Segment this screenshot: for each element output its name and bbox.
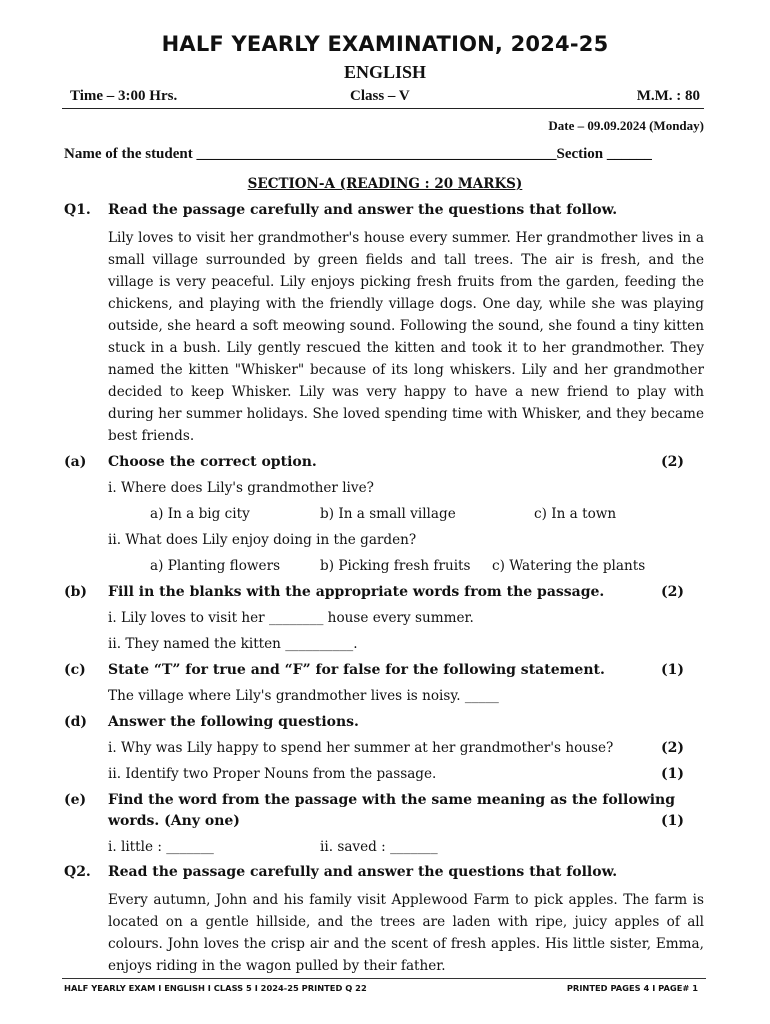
q2-passage: Every autumn, John and his family visit Applewood Farm to pick apples. The farm is located on a gentle hillside, and the trees are laden with ripe, juicy apples of all colours. John loves the crisp air and the scent of fresh apples. His little sister, Emma, enjoys riding in the wagon pulled by their father. <box>108 892 704 974</box>
q2-instruction: Read the passage carefully and answer the questions that follow. <box>108 864 618 880</box>
q1-passage: Lily loves to visit her grandmother's house every summer. Her grandmother lives in a small village surrounded by green fields and tall trees. The air is fresh, and the village is very peaceful. Lily enjoys picking fresh fruits from the garden, feeding the chickens, and playing with the friendly village dogs. One day, while she was playing outside, she heard a soft meowing sound. Following the sound, she found a tiny kitten stuck in a bush. Lily gently rescued the kitten and took it to her grandmother. They named the kitten "Whisker" because of its long whiskers. Lily and her grandmother decided to keep Whisker. Lily was very happy to have a new friend to play with during her summer holidays. She loved spending time with Whisker, and they became best friends. <box>108 230 704 444</box>
subquestion-e-marks: (1) <box>661 813 684 829</box>
q1d-question-ii: ii. Identify two Proper Nouns from the passage. <box>108 766 437 782</box>
q1d-question-i-marks: (2) <box>661 740 684 756</box>
q1e-word-ii: ii. saved : _______ <box>320 839 438 855</box>
subquestion-b-instruction: Fill in the blanks with the appropriate words from the passage. <box>108 584 605 600</box>
subquestion-label-c: (c) <box>64 662 86 678</box>
student-name-line: Name of the student ________________________________________________Section ______ <box>64 146 652 162</box>
subquestion-d-instruction: Answer the following questions. <box>108 714 359 730</box>
subquestion-a-marks: (2) <box>661 454 684 470</box>
subject-title: ENGLISH <box>343 62 427 82</box>
subquestion-label-a: (a) <box>64 454 87 470</box>
footer-page-number: PRINTED PAGES 4 I PAGE# 1 <box>566 983 698 993</box>
q1-instruction: Read the passage carefully and answer the questions that follow. <box>108 202 618 218</box>
q1d-question-i: i. Why was Lily happy to spend her summer at her grandmother's house? <box>108 740 614 756</box>
exam-class: Class – V <box>350 88 410 104</box>
q1a-question-ii: ii. What does Lily enjoy doing in the garden? <box>108 532 417 548</box>
subquestion-label-b: (b) <box>64 584 88 600</box>
exam-title: HALF YEARLY EXAMINATION, 2024-25 <box>161 32 609 56</box>
section-a-heading: SECTION-A (READING : 20 MARKS) <box>247 176 523 192</box>
footer-left-text: HALF YEARLY EXAM I ENGLISH I CLASS 5 I 2024-25 PRINTED Q 22 <box>64 983 367 993</box>
question-number-q2: Q2. <box>64 864 91 880</box>
q1d-question-ii-marks: (1) <box>661 766 684 782</box>
q1a-ii-option-a: a) Planting flowers <box>150 558 281 574</box>
subquestion-c-marks: (1) <box>661 662 684 678</box>
footer-divider <box>62 978 706 979</box>
q1b-question-i: i. Lily loves to visit her ________ house every summer. <box>108 610 474 626</box>
q1a-ii-option-c: c) Watering the plants <box>492 558 646 574</box>
q1a-i-option-c: c) In a town <box>534 506 617 522</box>
subquestion-label-d: (d) <box>64 714 88 730</box>
subquestion-e-instruction-line1: Find the word from the passage with the same meaning as the following <box>108 792 675 808</box>
q1a-i-option-b: b) In a small village <box>320 506 456 522</box>
subquestion-a-instruction: Choose the correct option. <box>108 454 317 470</box>
subquestion-e-instruction-line2: words. (Any one) <box>108 813 240 829</box>
q1a-question-i: i. Where does Lily's grandmother live? <box>108 480 374 496</box>
q1a-i-option-a: a) In a big city <box>150 506 250 522</box>
subquestion-b-marks: (2) <box>661 584 684 600</box>
subquestion-c-instruction: State “T” for true and “F” for false for the following statement. <box>108 662 605 678</box>
max-marks: M.M. : 80 <box>636 88 700 104</box>
q1a-ii-option-b: b) Picking fresh fruits <box>320 558 471 574</box>
header-divider <box>62 108 704 109</box>
subquestion-label-e: (e) <box>64 792 87 808</box>
q1b-question-ii: ii. They named the kitten __________. <box>108 636 358 652</box>
q1e-word-i: i. little : _______ <box>108 839 214 855</box>
q1c-statement: The village where Lily's grandmother lives is noisy. _____ <box>108 688 499 704</box>
exam-meta-row <box>70 88 700 108</box>
exam-date: Date – 09.09.2024 (Monday) <box>548 118 704 133</box>
question-number-q1: Q1. <box>64 202 91 218</box>
exam-time: Time – 3:00 Hrs. <box>70 88 178 104</box>
